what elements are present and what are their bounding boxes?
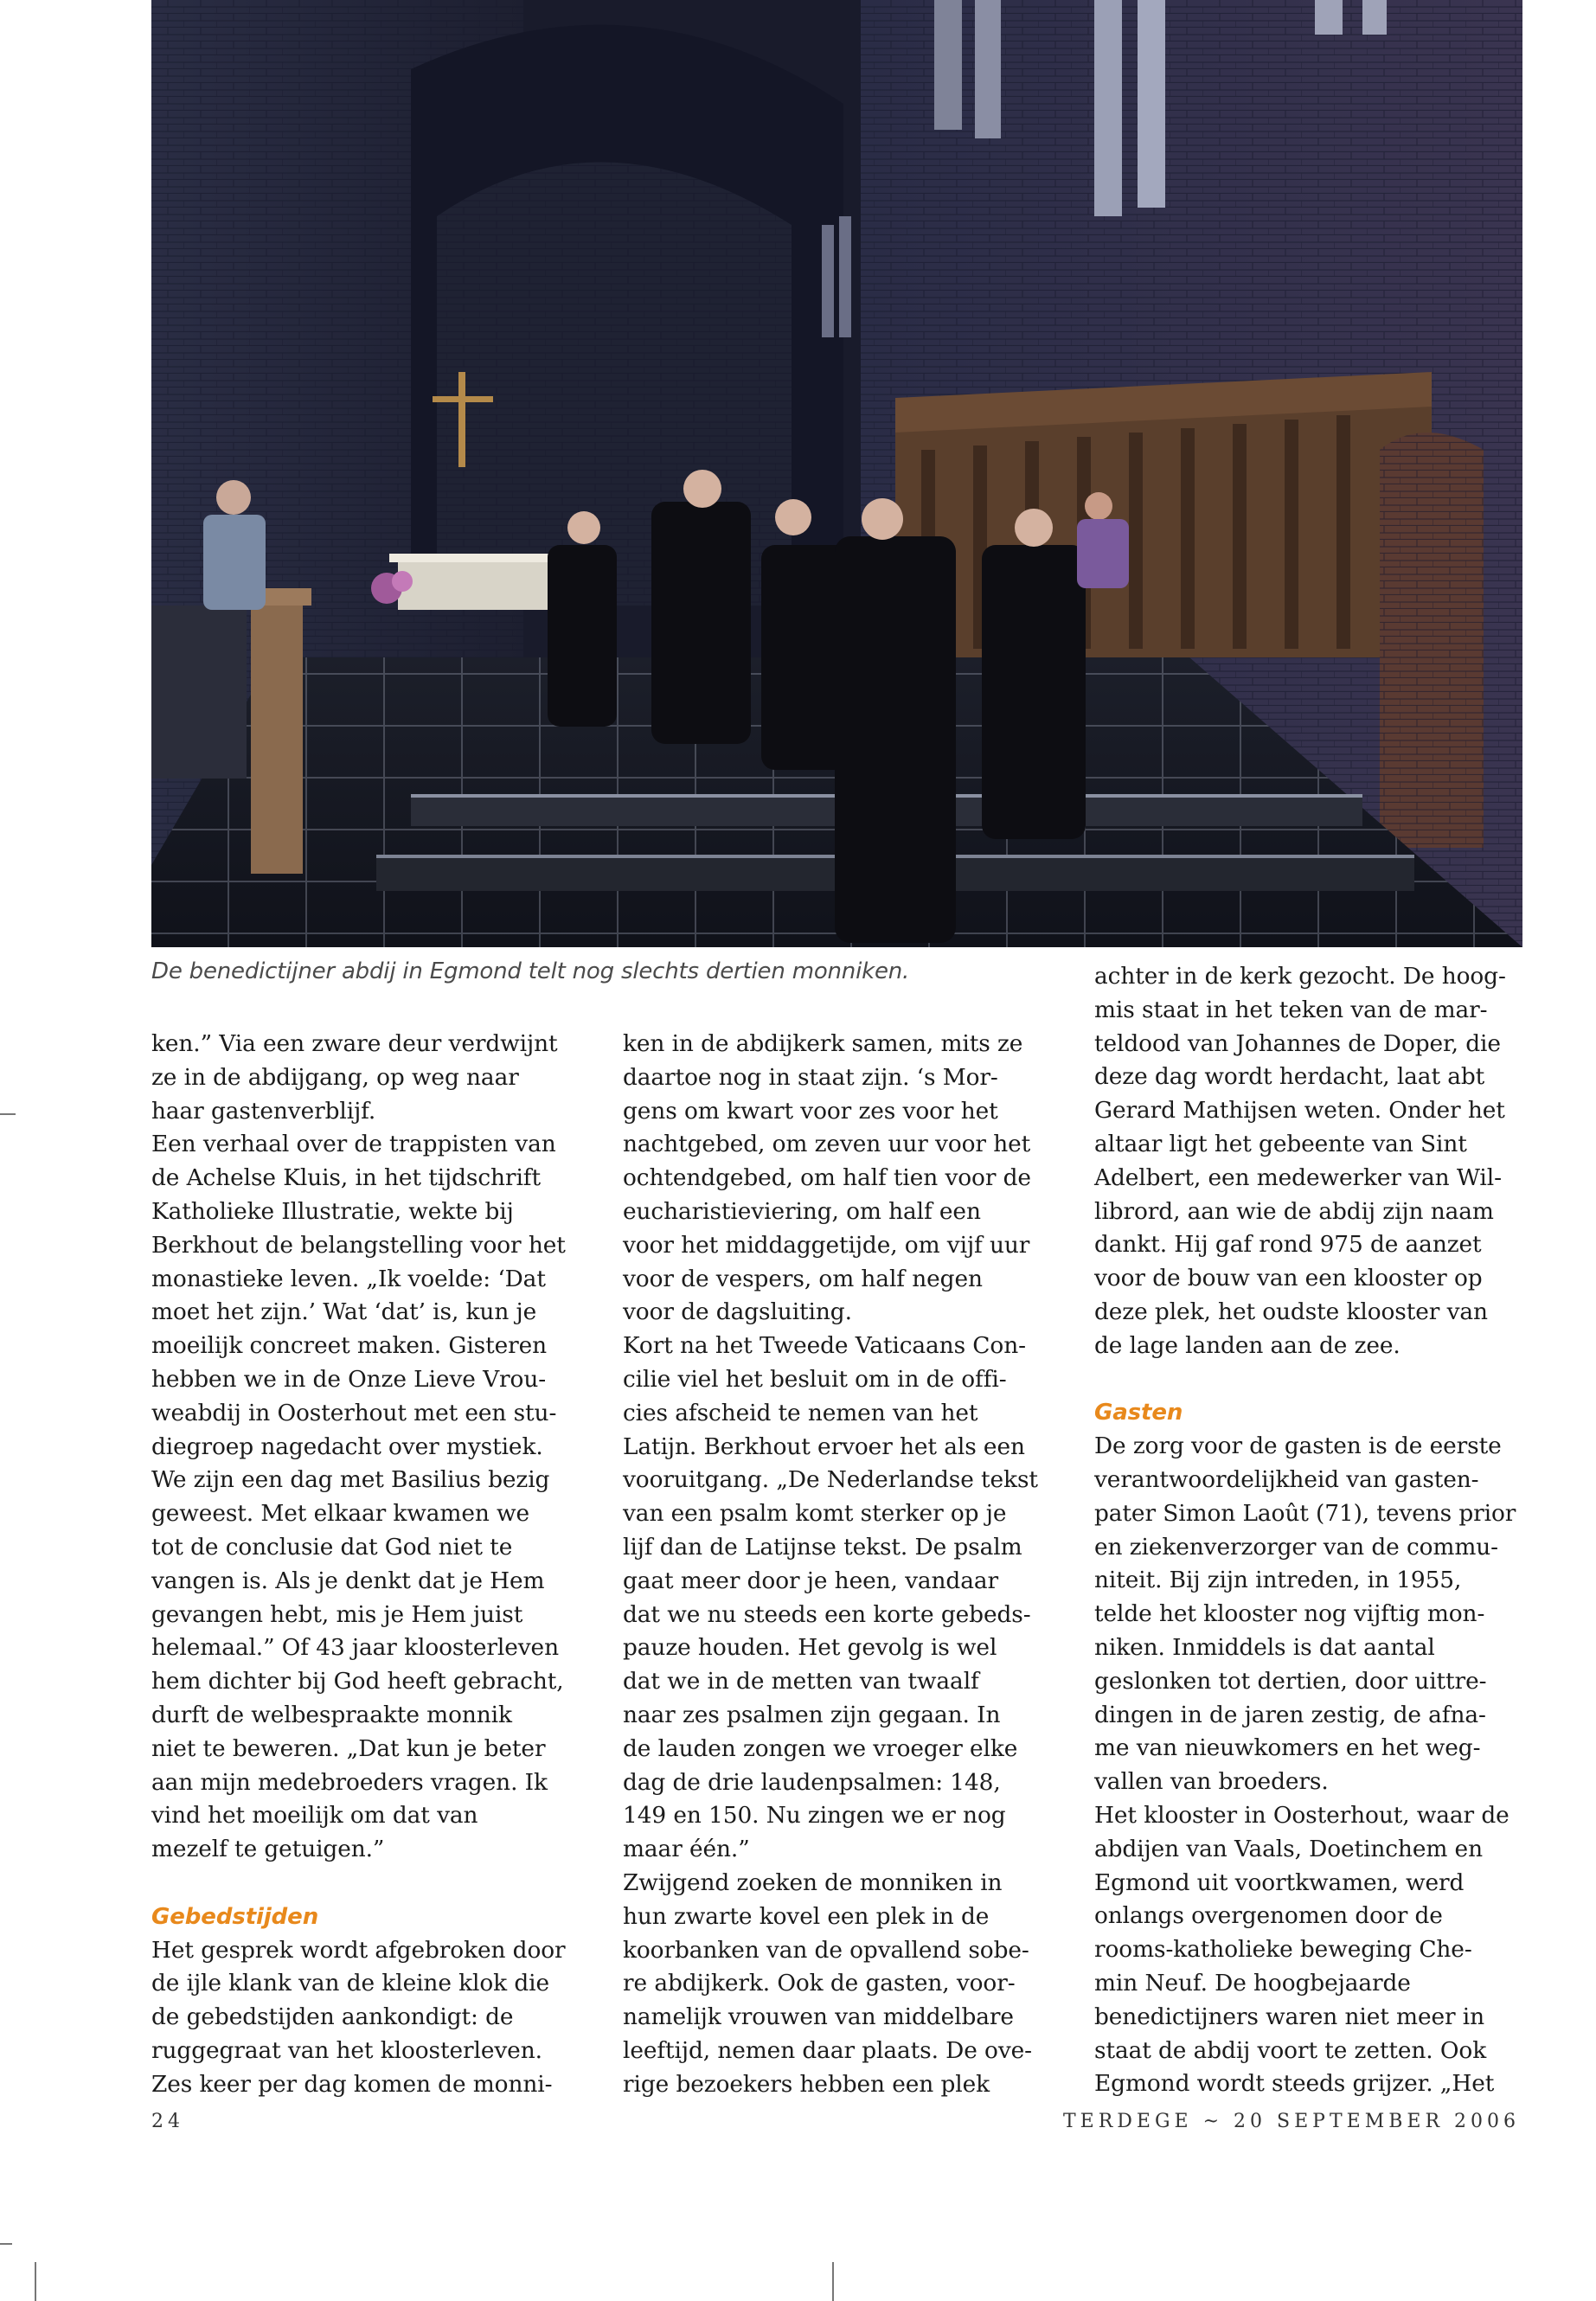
- abbey-interior-photo: [151, 0, 1522, 947]
- body-line: van een psalm komt sterker op je: [623, 1500, 1007, 1528]
- body-line: vallen van broeders.: [1094, 1768, 1329, 1796]
- body-line: geweest. Met elkaar kwamen we: [151, 1500, 530, 1528]
- body-line: Het klooster in Oosterhout, waar de: [1094, 1801, 1509, 1829]
- body-line: rooms-katholieke beweging Che-: [1094, 1936, 1472, 1964]
- body-line: Gerard Mathijsen weten. Onder het: [1094, 1097, 1505, 1125]
- body-line: de gebedstijden aankondigt: de: [151, 2003, 514, 2031]
- body-line: dingen in de jaren zestig, de afna-: [1094, 1701, 1486, 1728]
- body-line: mezelf te getuigen.”: [151, 1836, 385, 1863]
- body-line: ruggegraat van het kloosterleven.: [151, 2036, 542, 2064]
- body-line: pater Simon Laoût (71), tevens prior: [1094, 1499, 1516, 1527]
- body-line: geslonken tot dertien, door uittre-: [1094, 1667, 1487, 1695]
- body-line: voor de dagsluiting.: [623, 1298, 852, 1326]
- body-line: gens om kwart voor zes voor het: [623, 1097, 998, 1125]
- body-line: hem dichter bij God heeft gebracht,: [151, 1668, 564, 1695]
- body-line: Kort na het Tweede Vaticaans Con-: [623, 1332, 1026, 1360]
- body-line: eucharistieviering, om half een: [623, 1197, 981, 1225]
- body-line: telde het klooster nog vijftig mon-: [1094, 1600, 1485, 1628]
- crop-mark: [0, 2243, 12, 2245]
- body-line: de lauden zongen we vroeger elke: [623, 1734, 1018, 1762]
- subheading-gebedstijden: Gebedstijden: [151, 1903, 319, 1930]
- body-line: gevangen hebt, mis je Hem juist: [151, 1600, 523, 1628]
- body-line: vooruitgang. „De Nederlandse tekst: [623, 1466, 1038, 1494]
- body-line: ken in de abdijkerk samen, mits ze: [623, 1030, 1023, 1057]
- body-line: dag de drie laudenpsalmen: 148,: [623, 1768, 1001, 1796]
- body-line: niet te beweren. „Dat kun je beter: [151, 1734, 546, 1762]
- body-line: Katholieke Illustratie, wekte bij: [151, 1197, 514, 1225]
- body-line: abdijen van Vaals, Doetinchem en: [1094, 1835, 1483, 1862]
- body-line: Egmond wordt steeds grijzer. „Het: [1094, 2070, 1495, 2098]
- body-line: teldood van Johannes de Doper, die: [1094, 1029, 1501, 1057]
- body-line: staat de abdij voort te zetten. Ook: [1094, 2036, 1487, 2064]
- body-line: hebben we in de Onze Lieve Vrou-: [151, 1365, 547, 1393]
- body-line: mis staat in het teken van de mar-: [1094, 996, 1488, 1023]
- body-line: benedictijners waren niet meer in: [1094, 2003, 1485, 2030]
- body-line: helemaal.” Of 43 jaar kloosterleven: [151, 1634, 559, 1662]
- body-line: min Neuf. De hoogbejaarde: [1094, 1969, 1411, 1997]
- body-line: koorbanken van de opvallend sobe-: [623, 1936, 1029, 1964]
- page-number: 24: [151, 2111, 184, 2132]
- article-photo: [151, 0, 1522, 947]
- body-line: me van nieuwkomers en het weg-: [1094, 1734, 1481, 1762]
- body-line: ochtendgebed, om half tien voor de: [623, 1164, 1031, 1192]
- body-line: Egmond uit voortkwamen, werd: [1094, 1868, 1465, 1896]
- body-line: monastieke leven. „Ik voelde: ‘Dat: [151, 1265, 546, 1292]
- body-line: deze dag wordt herdacht, laat abt: [1094, 1063, 1485, 1091]
- body-line: maar één.”: [623, 1836, 750, 1863]
- publication-footer: TERDEGE ~ 20 SEPTEMBER 2006: [1062, 2111, 1520, 2132]
- body-line: weabdij in Oosterhout met een stu-: [151, 1399, 557, 1426]
- body-line: moeilijk concreet maken. Gisteren: [151, 1332, 548, 1360]
- crop-mark: [832, 2262, 834, 2301]
- body-line: niken. Inmiddels is dat aantal: [1094, 1633, 1435, 1661]
- body-line: cilie viel het besluit om in de offi-: [623, 1365, 1007, 1393]
- body-line: tot de conclusie dat God niet te: [151, 1533, 513, 1561]
- body-line: haar gastenverblijf.: [151, 1097, 376, 1125]
- body-line: dat we nu steeds een korte gebeds-: [623, 1600, 1031, 1628]
- body-line: verantwoordelijkheid van gasten-: [1094, 1465, 1479, 1493]
- body-line: re abdijkerk. Ook de gasten, voor-: [623, 1970, 1016, 1997]
- body-line: rige bezoekers hebben een plek: [623, 2070, 990, 2098]
- body-line: lijf dan de Latijnse tekst. De psalm: [623, 1533, 1022, 1561]
- body-line: Een verhaal over de trappisten van: [151, 1131, 556, 1158]
- crop-mark: [35, 2262, 36, 2301]
- body-line: voor het middaggetijde, om vijf uur: [623, 1231, 1030, 1259]
- body-line: dankt. Hij gaf rond 975 de aanzet: [1094, 1231, 1482, 1259]
- body-line: nachtgebed, om zeven uur voor het: [623, 1131, 1031, 1158]
- body-line: 149 en 150. Nu zingen we er nog: [623, 1802, 1006, 1830]
- body-line: de Achelse Kluis, in het tijdschrift: [151, 1164, 541, 1192]
- body-line: moet het zijn.’ Wat ‘dat’ is, kun je: [151, 1298, 537, 1326]
- text-column-2: [623, 1028, 1077, 2102]
- body-line: onlangs overgenomen door de: [1094, 1902, 1443, 1930]
- body-line: aan mijn medebroeders vragen. Ik: [151, 1768, 548, 1796]
- body-line: namelijk vrouwen van middelbare: [623, 2003, 1014, 2031]
- subheading-gasten: Gasten: [1094, 1400, 1183, 1426]
- body-line: We zijn een dag met Basilius bezig: [151, 1466, 550, 1494]
- body-line: cies afscheid te nemen van het: [623, 1399, 978, 1426]
- body-line: daartoe nog in staat zijn. ‘s Mor-: [623, 1063, 998, 1091]
- body-line: naar zes psalmen zijn gegaan. In: [623, 1701, 1001, 1728]
- body-line: achter in de kerk gezocht. De hoog-: [1094, 963, 1506, 990]
- body-line: ken.” Via een zware deur verdwijnt: [151, 1030, 558, 1057]
- body-line: librord, aan wie de abdij zijn naam: [1094, 1197, 1494, 1225]
- body-line: durft de welbespraakte monnik: [151, 1701, 512, 1728]
- crop-mark: [0, 1113, 16, 1115]
- body-line: diegroep nagedacht over mystiek.: [151, 1433, 543, 1460]
- body-line: Latijn. Berkhout ervoer het als een: [623, 1433, 1025, 1460]
- body-line: deze plek, het oudste klooster van: [1094, 1298, 1488, 1325]
- body-line: de lage landen aan de zee.: [1094, 1331, 1401, 1359]
- body-line: dat we in de metten van twaalf: [623, 1668, 979, 1695]
- text-column-3: [1094, 960, 1553, 2101]
- body-line: Zes keer per dag komen de monni-: [151, 2070, 553, 2098]
- body-line: voor de bouw van een klooster op: [1094, 1265, 1483, 1292]
- body-line: en ziekenverzorger van de commu-: [1094, 1533, 1498, 1561]
- body-line: hun zwarte kovel een plek in de: [623, 1902, 990, 1930]
- body-line: Het gesprek wordt afgebroken door: [151, 1936, 566, 1964]
- photo-caption: De benedictijner abdij in Egmond telt nog slechts dertien monniken.: [151, 958, 910, 984]
- body-line: gaat meer door je heen, vandaar: [623, 1567, 999, 1594]
- body-line: leeftijd, nemen daar plaats. De ove-: [623, 2036, 1032, 2064]
- body-line: Berkhout de belangstelling voor het: [151, 1231, 566, 1259]
- body-line: de ijle klank van de kleine klok die: [151, 1970, 549, 1997]
- body-line: voor de vespers, om half negen: [623, 1265, 983, 1292]
- body-line: vangen is. Als je denkt dat je Hem: [151, 1567, 545, 1594]
- text-column-1: [151, 1028, 601, 2102]
- body-line: niteit. Bij zijn intreden, in 1955,: [1094, 1567, 1462, 1594]
- body-line: pauze houden. Het gevolg is wel: [623, 1634, 997, 1662]
- body-line: De zorg voor de gasten is de eerste: [1094, 1433, 1502, 1460]
- body-line: Zwijgend zoeken de monniken in: [623, 1868, 1003, 1896]
- body-line: Adelbert, een medewerker van Wil-: [1094, 1163, 1502, 1191]
- body-line: vind het moeilijk om dat van: [151, 1802, 478, 1830]
- body-line: ze in de abdijgang, op weg naar: [151, 1063, 519, 1091]
- body-line: altaar ligt het gebeente van Sint: [1094, 1130, 1467, 1157]
